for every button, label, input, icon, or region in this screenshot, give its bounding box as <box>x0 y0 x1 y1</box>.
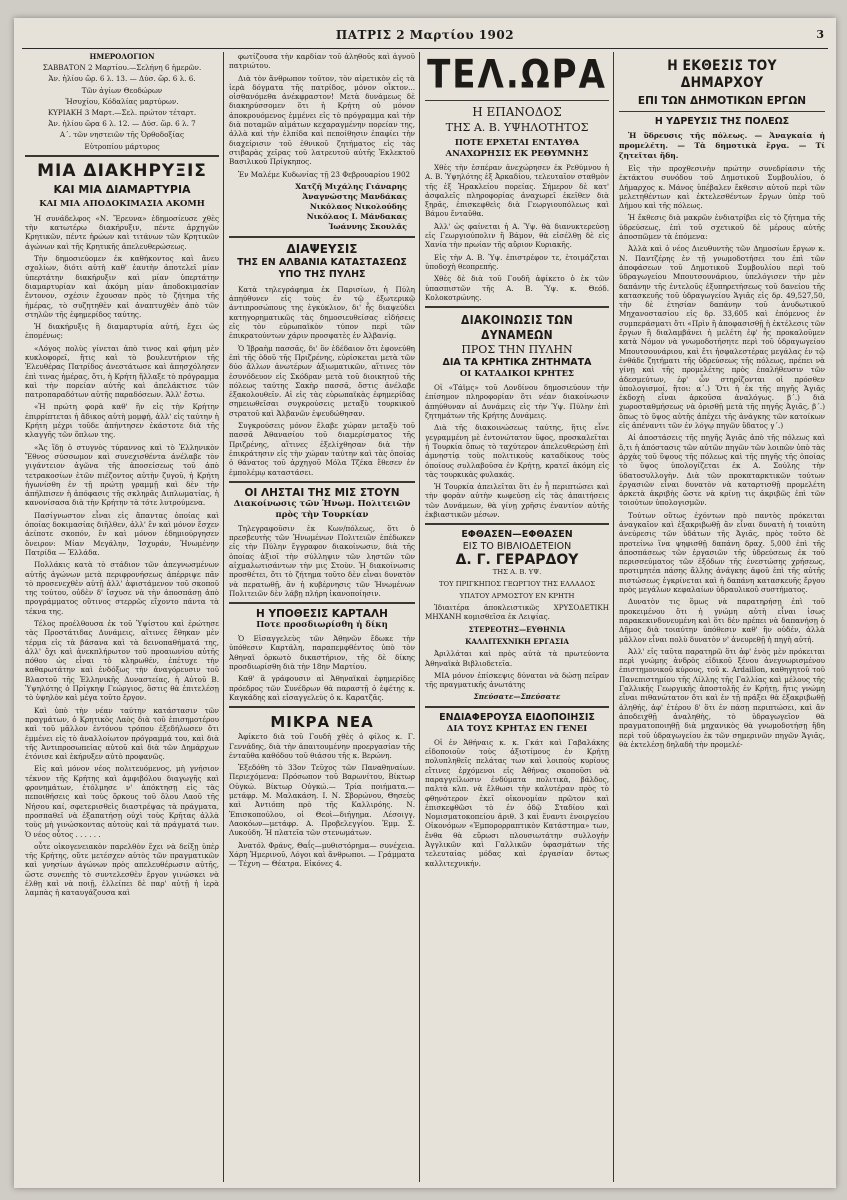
article-paragraph: οὗτε οἰκογενειακὸν παρελθὸν ἔχει νὰ δείξῃ ὑπὲρ τῆς Κρήτης, οὔτε μετέσχεν αὐτὸς τῶν πραγματικῶν καὶ γνησίων ἀγώνων πρὸς απελευθέρωσιν αὐτῆς, ὥστε συνεπὴς τὸ συντελεσθὲν ἔργον γινώσκει νὰ ἐλθῃ καὶ νὰ ποιῇ, ἐλλείπει δὲ παρ' αὐτῇ ἡ ἱερὰ λαμπὰς ἡ καταυγάζουσα καὶ <box>25 841 219 898</box>
headline: ΜΙΚΡΑ ΝΕΑ <box>270 713 374 732</box>
article-paragraph: Πασίγνωστον εἶναι εἰς ἅπαντας ὁποίας καὶ ὁποίας δοκιμασίας διῆλθεν, ἀλλ' ἓν καὶ μόνον ἔσχεν ἀείποτε σκοπόν, ἓν καὶ μόνον ἐδημιούργησεν ὄνειρον: Μίαν Μεγάλην, Ἰσχυράν, Ἡνωμένην Πατρίδα — Ἑλλάδα. <box>25 510 219 557</box>
divider <box>229 481 415 483</box>
headline: ΑΝΑΧΩΡΗΣΙΣ ΕΚ ΡΕΘΥΜΝΗΣ <box>445 149 589 159</box>
ad-line: ΥΠΑΤΟΥ ΑΡΜΟΣΤΟΥ ΕΝ ΚΡΗΤΗ <box>459 591 575 600</box>
ad-paragraph: Ἰδιαιτέρα ἀποκλειστικῶς ΧΡΥΣΟΔΕΤΙΚΗ ΜΗΧΑΝΗ κομισθεῖσα ἐκ Λειψίας. <box>425 603 609 622</box>
article-paragraph: Ἡ Τουρκία ἀπειλεῖται ὅτι ἐν ἦ περιπτώσει καὶ τὴν φορὰν αὐτὴν κωφεύσῃ εἰς τὰς ἀπαιτήσεις τῶν Δυνάμεων, θὰ γίνῃ χρῆσις ἐναντίον αὐτῆς ἐκβιαστικῶν μέσων. <box>425 482 609 520</box>
article-paragraph: Τέλος προέλθουσα ἐκ τοῦ Ὑψίστου καὶ ἐρώτησε τὰς Προστάτιδας Δυνάμεις, αἵτινες ἔθηκαν μὲν τέρμα εἰς τὰ βάσανα καὶ τὰ δεινοπαθήματά της, ἀλλ' ὄχι καὶ ἀνεκπλήρωτον τοῦ προαιωνίου αὐτῆς πόθου ὡς εἶναι τὸ κληρωθέν, ἐπέτυχε τὴν καθαρωτάτην καὶ ἐνδόξως τὴν ἀναγόρευσιν τοῦ Βλαστοῦ τῆς Ἑλληνικῆς Δυναστείας, ἡ Αὐτοῦ Β. Ὑψηλότης ὁ Πρίγκηψ Γεώργιος, ὅστις θὰ ἐπιτελέσῃ τὸ ὑψηλὸν καὶ μέγα τοῦτο ἔργον. <box>25 619 219 703</box>
headline: ΕΝΔΙΑΦΕΡΟΥΣΑ ΕΙΔΟΠΟΙΗΣΙΣ <box>439 711 595 723</box>
article-paragraph: Χθὲς τὴν ἑσπέραν ἀνεχώρησεν ἐκ Ρεθύμνου ἡ Α. Β. Ὑψηλότης ἐξ Ἀρκαδίου, τελευταῖον σταθμὸν τῆς ἐξ Ἡρακλείου πορείας. Σήμερον δὲ κατ' ἀσφαλεῖς πληροφορίας ἀναχωρεῖ ἐκεῖθεν διὰ ξηρᾶς, ἐπισκεφθεὶς διὰ Γεωργιουπόλεως καὶ Βάμου ἔνταῦθα. <box>425 163 609 219</box>
article-paragraph: Εἰς τὴν προχθεσινὴν πρώτην συνεδρίασιν τῆς ἐκτάκτου συνόδου τοῦ Δημοτικοῦ Συμβουλίου, ὁ Δήμαρχος κ. Μάνος ὑπέβαλεν ἔκθεσιν αὐτοῦ περὶ τῶν μελετηθέντων καὶ ἐκτελεσθέντων ἔργων ὑπὲρ τοῦ Δήμου καὶ τῆς πόλεως. <box>619 164 825 211</box>
headline: Η ΕΠΑΝΟΔΟΣ <box>472 105 562 119</box>
headline: Ποτε προσδιωρίσθη ἡ δίκη <box>256 620 388 631</box>
column-divider <box>419 52 420 1182</box>
divider <box>425 306 609 308</box>
ad-headline: ΕΦΘΑΣΕΝ—ΕΦΘΑΣΕΝ <box>461 529 573 541</box>
column-divider <box>223 52 224 1182</box>
article-paragraph: Ὁ Εἰσαγγελεὺς τῶν Ἀθηνῶν ἔδωκε τὴν ὑπόθεσιν Καρτάλη, παραπεμφθέντος ὑπὸ τὸν Ἀθηναϊ ὁρκωτὸ δικαστήριον, τῆς δὲ δίκης προσδιωρίσθη διὰ τὴν 18ην Μαρτίου. <box>229 634 415 672</box>
ad-paragraph: ΜΙΑ μόνον ἐπίσκεψις δύναται νὰ δώσῃ πεῖραν τῆς πραγματικῆς ἀνωτάτης <box>425 670 609 690</box>
headline: ΥΠΟ ΤΗΣ ΠΥΛΗΣ <box>278 268 366 280</box>
article-paragraph: «Λόγος πολὺς γίνεται ἀπὸ τινος καὶ φήμη μὲν κυκλοφορεῖ, ἥτις καὶ τὸ βουλευτήριον τῆς Ἐλευθέρας Πατρίδος ἀνεστάτωσε καὶ ἀπησχόλησεν ἐπὶ τινας ἡμέρας, ὅτι, ἡ Κρήτη ἤλλαξε τὸ πρόγραμμα καὶ τὴν πορείαν αὐτῆς καὶ ἀπελάκτισε τῶν πατροπαραδότων αὐτῆς παραδόσεων. Ἀλλ' ἔστω. <box>25 343 219 400</box>
article-paragraph: Ἀλλ' ὡς φαίνεται ἡ Α. Ὑψ. θὰ διανυκτερεύσῃ εἰς Γεωργιούπολιν ἢ Βάμον, θὰ εἰσέλθῃ δὲ εἰς Χανία τὴν πρωίαν τῆς αὔριον Κυριακῆς. <box>425 221 609 250</box>
article-paragraph: Τηλεγραφοῦσιν ἐκ Κων/πόλεως, ὅτι ὁ πρεσβευτὴς τῶν Ἡνωμένων Πολιτειῶν ἐπέδωκεν εἰς τὴν Πύλην ἔγγραφον διακοίνωσιν, διὰ τῆς ὁποίας ἀξιοῖ τὴν σύλληψιν τῶν ληστῶν τῶν αἰχμαλωτισάντων τὴν μις Στοὺν. Ἡ διακοίνωσις προσθέτει, ὅτι τὸ ζήτημα τοῦτο δὲν εἶναι δυνατὸν νὰ περατωθῇ, ἂν ἡ κυβέρνησις τῶν Ἡνωμένων Πολιτειῶν δὲν λάβῃ πλήρη ἱκανοποίησιν. <box>229 523 415 598</box>
headline: Η ΥΔΡΕΥΣΙΣ ΤΗΣ ΠΟΛΕΩΣ <box>654 116 790 127</box>
headline: ΟΙ ΚΑΤΑΔΙΚΟΙ ΚΡΗΤΕΣ <box>459 369 575 380</box>
headline: ΕΠΙ ΤΩΝ ΔΗΜΟΤΙΚΩΝ ΕΡΓΩΝ <box>637 95 807 107</box>
article-paragraph: Καθ' ἃ γράφουσιν αἱ Ἀθηναϊκαὶ ἐφημερίδες πρόεδρος τῶν Συνέδρων θὰ παραστῇ ὁ ἐφέτης κ. Καγκάδης καὶ εἰσαγγελεὺς ὁ κ. Καρατζᾶς. <box>229 674 415 702</box>
article-paragraph: Διὰ τῆς διακοινώσεως ταύτης, ἥτις εἶνε γεγραμμένη μὲ ἐντονώτατον ὕφος, προσκαλεῖται ἡ Τουρκία ὅπως τὸ ταχύτερον ἀπελευθερώσῃ ἐπὶ ἀμνηστίᾳ τοὺς πολιτικοὺς καταδίκους τοὺς ὁποίους συλλαβοῦσα ἐν Κρήτῃ, κρατεῖ ἀκόμη εἰς τὰς τουρκικὰς φυλακάς. <box>425 423 609 479</box>
divider <box>619 111 825 112</box>
section-title: ΤΕΛ.ΩΡΑ <box>427 52 607 98</box>
article-paragraph: Τὴν δημοσιεύομεν ἐκ καθήκοντος καὶ ἄνευ σχολίων, διότι αὐτὴ καθ' ἑαυτὴν ἀποτελεῖ μίαν ὑπερτάτην διακήρυξιν καὶ μίαν ὑπερτάτην διαμαρτυρίαν καὶ ἀκόμη μίαν ἀποδοκιμασίαν ἔντονον, σχέσιν ἔχουσαν πρὸς τὸ ζήτημα τῆς ἡμέρας, τὸ συζητηθὲν καὶ ἀναπτυχθὲν ἀπὸ τῶν στηλῶν τῆς ἐφημερίδος ταύτης. <box>25 254 219 319</box>
article-paragraph: Ἡ συνάδελφος «Ν. Ἔρευνα» ἐδημοσίευσε χθὲς τὴν κατωτέρω διακήρυξιν, πέντε ἀρχηγῶν Κρητικῶν, πέντε ἡρώων καὶ τιτάνων τῶν Κρητικῶν ἀγώνων καὶ τῆς Κρητικῆς ἀπελευθερώσεως. <box>25 213 219 251</box>
article-paragraph: Εἰς καὶ μόνον νέος πολιτευόμενος, μὴ γνήσιον τέκνον τῆς Κρήτης καὶ ἀμφιβόλου διαγωγῆς καὶ φρονημάτων, ἐτόλμησε ν' ἀπόκτησῃ εἰς τὰς πεποιθήσεις καὶ τοὺς ὅρκους τοῦ ὅλου Λαοῦ τῆς Νήσου καί, σφετερισθεὶς διαστρέψας τὰ πράγματα, προσπαθεῖ νὰ ἐξαπατήσῃ οὐχὶ τοὺς Κρῆτας ἀλλὰ τοὺς μὴ γινώσκοντας αὐτοὺς καὶ τὰ πράγματά των. Ὁ νέος οὗτος . . . . . . <box>25 764 219 839</box>
headline: ΚΑΙ ΜΙΑ ΑΠΟΔΟΚΙΜΑΣΙΑ ΑΚΟΜΗ <box>39 198 205 209</box>
article-paragraph: φωτίζουσα τὴν καρδίαν τοῦ ἀληθοῦς καὶ ἀγνοῦ πατριώτου. <box>229 52 415 71</box>
headline: ΜΙΑ ΔΙΑΚΗΡΥΞΙΣ <box>37 160 207 181</box>
article-paragraph: Πολλάκις κατὰ τὸ στάδιον τῶν ἀπεγνωσμένων αὐτῆς ἀγώνων μετὰ περιφρονήσεως ἀπέρριψε πᾶν τὸ προσενεχθὲν αὐτῇ ἀλλ' ἀφιστάμενον τοῦ σκοποῦ της τούτου, οὐδὲν δ' ἴσχυσε νὰ τὴν ἀποσπάσῃ ἀπὸ προγράμματος οὕτινος στερρῶς εἴχοντο πάντα τὰ τέκνα της. <box>25 560 219 616</box>
column-2 <box>226 52 418 1182</box>
column-3 <box>422 52 612 1182</box>
page-number: 3 <box>816 28 824 41</box>
column-divider <box>613 52 614 1182</box>
headline: Η ΥΠΟΘΕΣΙΣ ΚΑΡΤΑΛΗ <box>256 608 388 621</box>
article-paragraph: «Ἀς ἴδῃ ὁ στυγνὸς τύραννος καὶ τὸ Ἑλληνικὸν Ἔθνος σύσσωμον καὶ συνεχισθέντα ἀνέλαβε τὸν γιγάντειον ἀγῶνα τῆς ἀποσείσεως τοῦ ἀπὸ τετρακοσίων ἐτῶν πιέζοντος αὐτὴν ζυγοῦ, ἡ Κρήτη ἠγωνίσθη ἐν τῇ πρώτῃ γραμμῇ καὶ δὲν τὴν ἀπήλπισεν ἡ ἀπόφασις τῆς σκληρᾶς Διπλωματίας, ἡ κανονίσασα διὰ τὴν Κρήτην τὰ τότε λυτρούμενα. <box>25 442 219 508</box>
article-paragraph: Ὁ Ἰβραὴμ πασσᾶς, δι' ὃν ἐδέδαιον ὅτι ἐφονεύθη ἐπὶ τῆς ὁδοῦ τῆς Πριζρένης, εὑρίσκεται μετὰ τῶν δύο ἄλλων ἀνωτέρων ἀξιωματικῶν, αἵτινες τὸν ἐσυνόδευον εἰς Σκόδραν μετὰ τοῦ διοικητοῦ τῆς πόλεως ταύτης Σακὴρ πασσᾶ, ὅστις ἀνέλαβε ἐξακολουθεῖν. Αἱ εἰς τὰς εὐρωπαϊκὰς ἐφημερίδας σημειωθεῖσαι συγκρούσεις μεταξὺ τουρκικοῦ στρατοῦ καὶ Ἀλβανῶν ἐψευδώθησαν. <box>229 343 415 418</box>
headline: ΔΙΑ ΤΟΥΣ ΚΡΗΤΑΣ ΕΝ ΓΕΝΕΙ <box>446 723 588 734</box>
signature: Νικόλαος Νικολούδης <box>309 201 407 211</box>
calendar-line: ΚΥΡΙΑΚΗ 3 Μαρτ.—Σελ. πρώτον τέταρτ. <box>47 108 197 118</box>
ad-line: ΣΤΕΡΕΟΤΗΣ—ΕΥΘΗΝΙΑ <box>468 624 566 634</box>
article-paragraph: «Ἡ πρώτη φορὰ καθ' ἣν εἰς τὴν Κρήτην ἐπιρρίπτεται ἡ ἄδικος αὐτὴ μομφή, ἀλλ' εἰς ταύτην ἡ Κρήτη μέχρι τοῦδε ἀπήντησεν ἑκάστοτε διὰ τῆς κλαγγῆς τῶν ὅπλων της. <box>25 402 219 440</box>
headline: ΔΙΑΨΕΥΣΙΣ <box>286 241 358 256</box>
article-paragraph: Ἀφίκετο διὰ τοῦ Γουδῆ χθὲς ὁ φίλος κ. Γ. Γεννάδης, διὰ τὴν ἀπαιτουμένην προεργασίαν τῆς ἐνταῦθα καθόδου τοῦ θιάσου τῆς κ. Βερώνη. <box>229 732 415 760</box>
ad-headline: ΕΙΣ ΤΟ ΒΙΒΛΙΟΔΕΤΕΙΟΝ <box>462 541 572 553</box>
article-paragraph: Οἱ ἐν Ἀθήναις κ. κ. Γκάτ καὶ Γαβαλάκης εἰδοποιοῦν τοὺς ἀξιοτίμους ἐν Κρήτῃ πολυπληθεῖς πελάτας των καὶ λοιποὺς κυρίους εἴτινες ἐρχόμενοι εἰς Ἀθήνας σκοποῦσι νὰ παραγγείλωσιν ἐνδύματα πολιτικὰ, βάλδος, παλτὰ κλπ. νὰ ἔλθωσι τὴν καλυτέραν πρὸς τὸ φθηνότερον ἐκεῖ οἰκονομίαν πρῶτον καὶ ἐπισκεφθῶσι τὸ ἐν ὁδῷ Σταδίου καὶ Νομισματοκοπείου ἀριθ. 3 καὶ ἔναντι ἐνοιργείου Οἰκονόμων «Ἐμπορορραπτικὸν Κατάστημα» των, ἔνθα θὰ εὕρωσι πλουσιωτάτην συλλογὴν Ἀγγλικῶν καὶ Γαλλικῶν ὑφασμάτων τῆς τελευταίας μόδας καὶ ἐργασίαν ὄντως καλλιτεχνικήν. <box>425 737 609 868</box>
masthead <box>14 18 836 48</box>
calendar-title: ΗΜΕΡΟΛΟΓΙΟΝ <box>89 52 155 61</box>
calendar-line: Εὐτροπίου μάρτυρος <box>84 141 160 151</box>
headline: ΤΗΣ ΕΝ ΑΛΒΑΝΙΑ ΚΑΤΑΣΤΑΣΕΩΣ <box>237 256 407 268</box>
article-paragraph: Ἀλλὰ καὶ ὁ νέος Διευθυντὴς τῶν Δημοσίων ἔργων κ. Ν. Παντζέρης ἐν τῇ γνωμοδοτήσει του ἐπὶ τῶν ἀποφάσεων τοῦ Δημοτικοῦ Συμβουλίου περὶ τοῦ ὑδραγωγείου Μπουτσουνάριου, ὑπελόγισεν τὴν μὲν δαπάνην τῆς ἐντελοῦς ἐξυπηρετήσεως τοῦ δανείου τῆς κατασκευῆς τοῦ ὑδραγωγείου Ἁγιᾶς εἰς δρ. 49,527,50, τὴν δὲ ἐτησίαν δαπάνην τοῦ ἀνυδωτικοῦ Μηχανοστασίου εἰς δρ. 33,605 καὶ ἐπόμενος ἐν συμπεράσματι ὅτι «Πρὶν ἢ ἀποφασισθῇ ἡ ἐκτέλεσις τῶν ἔργων ἢ διαλαμβάνει ἡ μελέτη ἐφ' ἧς προκαλοῦμεν κατὰ Νόμον νὰ γνωμοδοτήσητε περὶ τοῦ ὑδραγωγείου Μπουτσουνάριου, καὶ ἔτι ἠσφαλεστέρας μεγάλας ἐν τῷ ἐνθάδε ζητήματι τῆς ὑδρεύσεως τῆς πόλεως, πρέπει νὰ γίνῃ καὶ τῆς προμελέτης πρὸς ἐπαλήθευσιν τῶν ἀδεσμεύτων, ἐφ' ὧν στηρίζονται οἱ πρόσθεν ὑπολογισμοί, ἤτοι: α΄.) Ὅτι ἡ ἐκ τῆς πηγῆς Ἁγιᾶς ἐκδοχὴ εἶναι ἀρκοῦσα ἀναλόγως. β΄.) διὰ χωροσταθμήσεως νὰ ὁρισθῇ μετὰ τῆς πηγῆς Ἁγιᾶς, β΄.) ὅπως τὸ ὕψος αὐτῆς ἀπέχει τῆς ἀνάγκης τῶν κατοίκων εἰς ἀπέναντι τῶν ἐν λόγῳ πηγῶν ὕδατος γ΄.) <box>619 244 825 431</box>
headline: ΤΗΣ Α. Β. ΥΨΗΛΟΤΗΤΟΣ <box>445 121 589 134</box>
headline: ΔΙΑ ΤΑ ΚΡΗΤΙΚΑ ΖΗΤΗΜΑΤΑ <box>442 357 592 369</box>
article-paragraph: Τούτων οὕτως ἐχόντων πρὸ παντὸς πρόκειται ἀναγκαῖον καὶ ἐξακριβωθῇ ἂν εἶναι δυνατὴ ἡ τοιαύτη ἀνεύρεσις τῶν ὑδάτων τῆς Ἁγιᾶς, πρὸς τοῦτο δὲ προτείνω ἵνα ψηφισθῇ δαπάνη δραχ. 5,000 ἐπὶ τῆς ἀποσπάσεως τῶν ἐργασιῶν τῆς ὑδρεύσεως ἐκ τοῦ περισσεύματος τῶν ἐξόδων τῆς ἐνεστώσης χρήσεως, προτιμητέα πάσης ἄλλης ἀνάγκης ἀφοῦ ἐπὶ τῆς αὐτῆς πιστώσεως ἐγκρίνεται καὶ ἡ δαπάνη κατασκευῆς ἔργου πρὸς μεγάλων κεφαλαίων ὑδραυλικοῦ συστήματος. <box>619 510 825 595</box>
article-paragraph: Χθὲς δὲ διὰ τοῦ Γουδῆ ἀφίκετο ὁ ἐκ τῶν ὑπασπιστῶν τῆς Α. Β. Ὑψ. κ. Θεόδ. Κολοκοτρώνης. <box>425 274 609 302</box>
headline: ΔΙΑΚΟΙΝΩΣΙΣ ΤΩΝ ΔΥΝΑΜΕΩΝ <box>460 312 574 343</box>
article-paragraph: Δυνατὸν τις ὅμως νὰ παρατηρήσῃ ἐπὶ τοῦ προκειμένου ὅτι ἡ γνώμη αὐτὴ εἶναι ἰσως παρακεκινδυνευμένη καὶ ὅτι δὲν πρέπει νὰ δαπανήσῃ ὁ Δῆμος διὰ τοιαύτην ὑπόθεσιν καθ' ἣν οὐδέν, ἀλλὰ μᾶλλον εἶναι πολὺ δυνατὸν ν' ἀνευρεθῇ ἡ πηγὴ αὐτή. <box>619 597 825 644</box>
article-paragraph: Αἱ ἀποστάσεις τῆς πηγῆς Ἁγιᾶς ἀπὸ τῆς πόλεως καὶ ὅ,τι ἡ ἀπόστασις τῶν αὐτῶν πηγῶν τῶν λοιπῶν ὑπὸ τὰς ἀρχὰς τοῦ ὕψους τῆς πόλεως καὶ τῆς πηγῆς τῆς ὁποίας τὸ ὕψος ὑπολογίζεται ἐκ Α. Σούλης τὴν ὑδατοσυλλογὴν. Διὰ τῶν προκαταρκτικῶν τούτων ἐργασιῶν εἶναι δυνατὸν νὰ καταρτισθῇ προμελέτη ἀρκετὰ ἀκριβὴς ὥστε νὰ κρίνῃ τις ἀκριβῶς ἐπὶ τῶν τοιούτων ὑπολογισμῶν. <box>619 433 825 508</box>
calendar-line: Ἀν. ἡλίου ὥρα 6 λ. 12. — Δύσ. ὥρ. 6 λ. 7 <box>48 119 196 129</box>
article-paragraph: Εἰς τὴν Α. Β. Ὑψ. ἐπιστρέφον τε, ἑτοιμάζεται ὑποδοχὴ θεοπρεπής. <box>425 252 609 271</box>
divider <box>229 236 415 238</box>
article-lead: Ἡ ὕδρευσις τῆς πόλεως. — Ἀναγκαία ἡ προμελέτη. — Τὰ δημοτικὰ ἔργα. — Τί ζητεῖται ἤδη. <box>619 131 825 160</box>
calendar-line: Α΄. τῶν νηστειῶν τῆς Ὀρθοδοξίας <box>59 130 185 140</box>
column-4 <box>616 52 828 1182</box>
headline: Η ΕΚΘΕΣΙΣ ΤΟΥ ΔΗΜΑΡΧΟΥ <box>667 58 777 91</box>
ad-line: ΤΟΥ ΠΡΙΓΚΗΠΟΣ ΓΕΩΡΓΙΟΥ ΤΗΣ ΕΛΛΑΔΟΣ <box>438 579 596 588</box>
ad-line: ΤΗΣ Α. Β. ΥΨ. <box>492 568 542 577</box>
signature: Ἰωάννης Σκουλᾶς <box>328 221 407 231</box>
signature: Νικόλαος Ι. Μάνδακας <box>306 211 407 221</box>
signature: Χατζῆ Μιχάλης Γιάναρης <box>295 181 407 191</box>
ad-paragraph: Ἀριλλάται καὶ πρὸς αὐτὰ τὰ πρωτεύοντα Ἀθηναϊκὰ Βιβλιοδετεῖα. <box>425 649 609 668</box>
headline: ΟΙ ΛΗΣΤΑΙ ΤΗΣ ΜΙΣ ΣΤΟΥΝ <box>244 486 400 499</box>
article-dateline: Ἐν Μαλέμε Κυδωνίας τῇ 23 Φεβρουαρίου 1902 <box>238 169 411 179</box>
article-paragraph: Κατὰ τηλεγράφημα ἐκ Παρισίων, ἡ Πύλη ἀπηύθυνεν εἰς τοὺς ἐν τῷ ἐξωτερικῷ ἀντιπροσώπους της ἐγκύκλιον, δι' ἧς διαψεύδει κατηγορηματικῶς τὰς δημοσιευθείσας εἰδήσεις εἰς τὸν εὐρωπαϊκὸν τύπον περὶ τῶν ἐπικρατούντων χάριν προσφατὲς ἐν Ἀλβανίᾳ. <box>229 284 415 341</box>
headline: ΠΟΤΕ ΕΡΧΕΤΑΙ ΕΝΤΑΥΘΑ <box>454 138 580 148</box>
article-paragraph: Ἡ ἔκθεσις διὰ μακρῶν ἐνδιατρίβει εἰς τὸ ζήτημα τῆς ὑδρεύσεως, ἐπὶ τοῦ σχετικοῦ δὲ μέρους αὐτῆς ἀποσπῶμεν τὰ ἑπόμενα: <box>619 213 825 242</box>
ad-name: Δ. Γ. ΓΕΡΑΡΔΟΥ <box>455 552 579 569</box>
article-paragraph: Συγκρούσεις μόνον ἔλαβε χώραν μεταξὺ τοῦ πασσᾶ Ἀθανασίου τοῦ διαμερίσματος τῆς Πριζρένης, αἵτινες ἐξελίχθησαν διὰ τὴν ἐπικράτησιν εἰς τὴν χώραν ταύτην καὶ τὰς ὁποίας ὁ θάνατος τοῦ ἀρχηγοῦ Μόλα Τζέκα ἔθεσεν ἐν ἐμπολέμῳ καταστάσει. <box>229 421 415 477</box>
divider <box>425 523 609 525</box>
divider <box>425 706 609 708</box>
ad-call: Σπεύσατε—Σπεύσατε <box>473 692 561 702</box>
article-paragraph: Ἀνατόλ Φράνς, Θαΐς—μυθιστόρημα— συνέχεια. Χάρη Ἡμερινοῦ, Λόγοι καὶ ἄνθρωποι. — Γράμματα — Τέχνη — Θέατρα. Εἰκόνες 4. <box>229 840 415 869</box>
masthead-title: ΠΑΤΡΙΣ 2 Μαρτίου 1902 <box>335 28 515 42</box>
divider <box>229 602 415 604</box>
article-paragraph: Ἀλλ' εἰς ταῦτα παρατηρῶ ὅτι ἀφ' ἑνὸς μὲν πρόκειται περὶ γνώμης ἀνδρὸς εἰδικοῦ ξένου ἀνεγνωρισμένου ἐπιστημονικοῦ κύρους, τοῦ κ. Ardaillon, καθηγητοῦ τοῦ Πανεπιστημίου τῆς Λίλλης τῆς Γαλλίας καὶ μέλους τῆς Γαλλικῆς Γεωργικῆς ἀποστολῆς ἐν Κρήτῃ, ἥτις γνώμη εἶναι πιθανώτατον ὅτι καὶ ἐν τῇ πράξει θὰ ἐξακριβωθῇ ἀληθής, ἀφ' ἑτέρου δ' ὅτι ἐν πάσῃ περιπτώσει, καὶ ἂν ἀποδειχθῇ ἀναληθὴς, τὸ ὑδραγωγεῖον θὰ πραγματοποιηθῇ διὰ μηχανικὸς θὰ γνωμοδοτήσῃ ἤδη περὶ τοῦ ὑδραγωγείου ἐκ τῶν σημερινῶν πηγῶν Ἁγιᾶς, θὰ ἐκτελέσῃ δηλαδὴ τὴν προμελέ- <box>619 646 825 749</box>
calendar-line: Ἡσυχίου, Κόδαλίας μαρτύρων. <box>65 96 179 106</box>
signature: Ἀναγνώστης Μανδάκας <box>302 191 407 201</box>
calendar-line: Τῶν ἁγίων Θεοδώρων <box>81 85 163 95</box>
divider <box>425 100 609 101</box>
article-paragraph: Ἡ διακήρυξις ἢ διαμαρτυρία αὐτή, ἔχει ὡς ἑπομένως: <box>25 322 219 341</box>
headline: ΠΡΟΣ ΤΗΝ ΠΥΛΗΝ <box>461 343 573 357</box>
headline: ΚΑΙ ΜΙΑ ΔΙΑΜΑΡΤΥΡΙΑ <box>53 182 191 196</box>
column-1 <box>22 52 222 1182</box>
article-paragraph: Ἐξεδόθη τὸ 33ον Τεῦχος τῶν Παναθηναίων. Περιεχόμενα: Πρόσωπον τοῦ Βαρωνίτου, Βίκτωρ Οὐγκώ. Βίκτωρ Οὐγκώ.— Τρία ποιήματα.—μετάφρ. Μ. Μαλακάση. Ι. Ν. Σβορώνου, Θησεὺς καὶ Ἀντιόπη πρὸ τῆς Καλλιρόης. Ν. Ἐπισκοπούλου, οἱ Θεοὶ—διήγημα. Λέσοιγγ, Λαοκόων—μετάφρ. Α. Προβελεγγίου. Ἐμμ. Σ. Λυκούδη. Ἡ πλατεῖα τῶν στενωμάτων. <box>229 763 415 838</box>
headline: Διακοίνωσις τῶν Ἡνωμ. Πολιτειῶν πρὸς τὴν Τουρκίαν <box>233 498 411 520</box>
article-paragraph: Διὰ τὸν ἄνθρωπον τοῦτον, τὸν αἱρετικὸν εἰς τὰ ἱερὰ δόγματα τῆς πατρίδος, μόνον οἶκτον... οἰσθανόμεθα ἀνέκφραστον! Μετὰ δυνάμεως δὲ διακηρύσσομεν ὅτι ἡ Κρήτη οὐ μόνον ἀποκρουόμενος ἐμμένει εἰς τὸ πρόγραμμα καὶ τὴν διὰ ποταμῶν αἱμάτων κεχαραγμένην πορείαν της, ἀλλὰ καὶ τὴν ἐλπίδα καὶ πεποίθησιν ἐπαφίει τὴν διαχείρισιν τοῦ ἐθνικοῦ ζητήματος εἰς τὰς στιβαρὰς χεῖρας τοῦ λατρευτοῦ αὐτῆς Ἐκλεκτοῦ Βασιλικοῦ Πρίγκηπος. <box>229 73 415 167</box>
article-paragraph: Καὶ ὑπὸ τὴν νέαν ταύτην κατάστασιν τῶν πραγμάτων, ὁ Κρητικὸς Λαὸς διὰ τοῦ ἐπισημοτέρου καὶ τοῦ μᾶλλον ἐντόνου τρόπου ἐξεδήλωσεν ὅτι ἐμμένει εἰς τὸ ἀναλλοίωτον πρόγραμμά του, καὶ διὰ τῆς Ἀντιπροσωπείας αὐτοῦ καὶ διὰ τῶν Δημάρχων ἐτόνισε καὶ ἐκήρυξεν αὐτὸ προφανῶς. <box>25 705 219 762</box>
article-paragraph: Οἱ «Τάϊμς» τοῦ Λονδίνου δημοσιεύουν τὴν ἐπίσημον πληροφορίαν ὅτι νέαν διακοίνωσιν ἀπηύθυναν αἱ Δυνάμεις εἰς τὴν Ὑψ. Πύλην ἐπὶ ζητημάτων τῆς Κρήτης Δυνάμεις. <box>425 383 609 421</box>
masthead-rule <box>22 48 828 49</box>
calendar-line: Ἀν. ἡλίου ὥρ. 6 λ. 13. — Δύσ. ὥρ. 6 λ. 6. <box>48 74 196 84</box>
divider <box>229 706 415 708</box>
calendar-line: ΣΑΒΒΑΤΟΝ 2 Μαρτίου.—Σελήνη 6 ἡμερῶν. <box>42 63 202 73</box>
divider <box>25 155 219 157</box>
ad-line: ΚΑΛΛΙΤΕΧΝΙΚΗ ΕΡΓΑΣΙΑ <box>465 636 569 646</box>
newspaper-page <box>14 18 836 1188</box>
